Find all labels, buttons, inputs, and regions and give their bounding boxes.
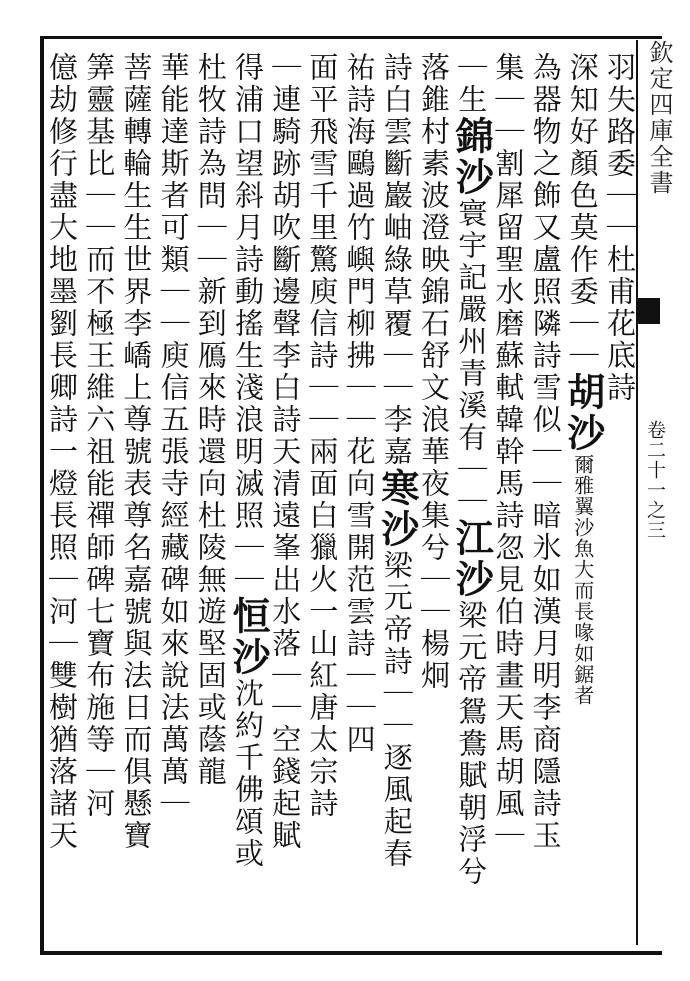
text-column xyxy=(603,52,637,932)
body-text: 落錐 xyxy=(417,52,451,116)
entry-heading: 胡沙 xyxy=(560,372,606,454)
body-text: 遊堅固或蔭龍 xyxy=(193,596,228,788)
body-text: ｜生 xyxy=(454,52,489,116)
text-column xyxy=(417,52,451,932)
text-column xyxy=(119,52,153,932)
body-text: 億劫修行盡大地墨劉長卿詩一燈長照｜河｜雙樹猶落諸天 xyxy=(45,52,79,852)
body-text: 寰宇記嚴州青溪有｜｜ xyxy=(454,198,489,518)
entry-heading: 寒沙 xyxy=(374,468,420,550)
text-column xyxy=(194,52,228,932)
body-text: 深知好顏色莫作委｜｜ xyxy=(565,52,600,372)
body-text: 村素波澄映錦石舒文 xyxy=(417,116,451,404)
body-text: 菩薩轉輪生生世界李嶠上尊號表尊名嘉號與法日而俱懸寶 xyxy=(119,52,154,852)
body-text: 詩白雲斷巖岫綠草覆｜｜李嘉 xyxy=(379,52,414,468)
text-column xyxy=(305,52,339,932)
body-text: 花向雪開范雲詩｜｜四 xyxy=(342,436,377,756)
body-text: 沈約千佛頌或 xyxy=(231,678,265,870)
body-text: 杜牧詩為問｜｜新到鴈來時還向杜陵無 xyxy=(193,52,228,596)
body-text: 浪華夜集兮｜｜楊炯 xyxy=(417,404,451,692)
text-column xyxy=(226,52,271,932)
body-text: 梁元帝鴛鴦賦朝浮兮 xyxy=(454,600,489,888)
body-text: 集｜｜割犀留聖水磨蘇軾韓幹馬詩忽見伯時畫天馬胡風｜ xyxy=(491,52,526,852)
text-column xyxy=(157,52,191,932)
text-column xyxy=(560,52,606,932)
text-column xyxy=(343,52,377,932)
side-title: 欽定四庫全書 xyxy=(645,40,673,196)
body-text: 梁元帝詩｜｜逐風起春 xyxy=(379,550,414,870)
body-text: 筭靈基比｜｜而不極王維六祖能禪師碑七寶布施等｜河 xyxy=(82,52,117,820)
entry-heading: 錦沙 xyxy=(449,116,495,198)
body-text: 得浦口望斜月詩動搖生淺浪明滅照｜｜ xyxy=(231,52,265,596)
body-text: 面平飛雪千里驚庾信詩｜｜兩面白獵火一山紅唐太宗詩 xyxy=(305,52,340,820)
body-text: 羽失路委｜｜杜甫花底詩 xyxy=(603,52,637,404)
body-text: 華能達斯者可類｜｜庾信五張寺經藏碑如來說法萬萬｜ xyxy=(156,52,191,820)
text-column xyxy=(374,52,420,932)
fish-tail-mark xyxy=(636,298,660,324)
text-column xyxy=(491,52,525,932)
annotation-text: 爾雅翼沙魚大而長喙如鋸者 xyxy=(570,454,595,706)
text-column xyxy=(82,52,116,932)
text-column xyxy=(45,52,79,932)
entry-heading: 恒沙 xyxy=(226,596,271,678)
entry-heading: 江沙 xyxy=(449,518,495,600)
text-column xyxy=(268,52,302,932)
text-column xyxy=(529,52,563,932)
juan-label: 卷二十一之三 xyxy=(644,420,666,540)
text-column xyxy=(449,52,495,932)
body-text: 為器物之飾又盧照隣詩雪似｜｜暗氷如漢月明李商隱詩玉 xyxy=(528,52,563,852)
body-text: ｜連騎跡胡吹斷邊聲李白詩天清遠峯出水落｜｜空錢起賦 xyxy=(268,52,303,852)
body-text: 祐詩海鷗過竹嶼門柳拂｜｜ xyxy=(342,52,377,436)
